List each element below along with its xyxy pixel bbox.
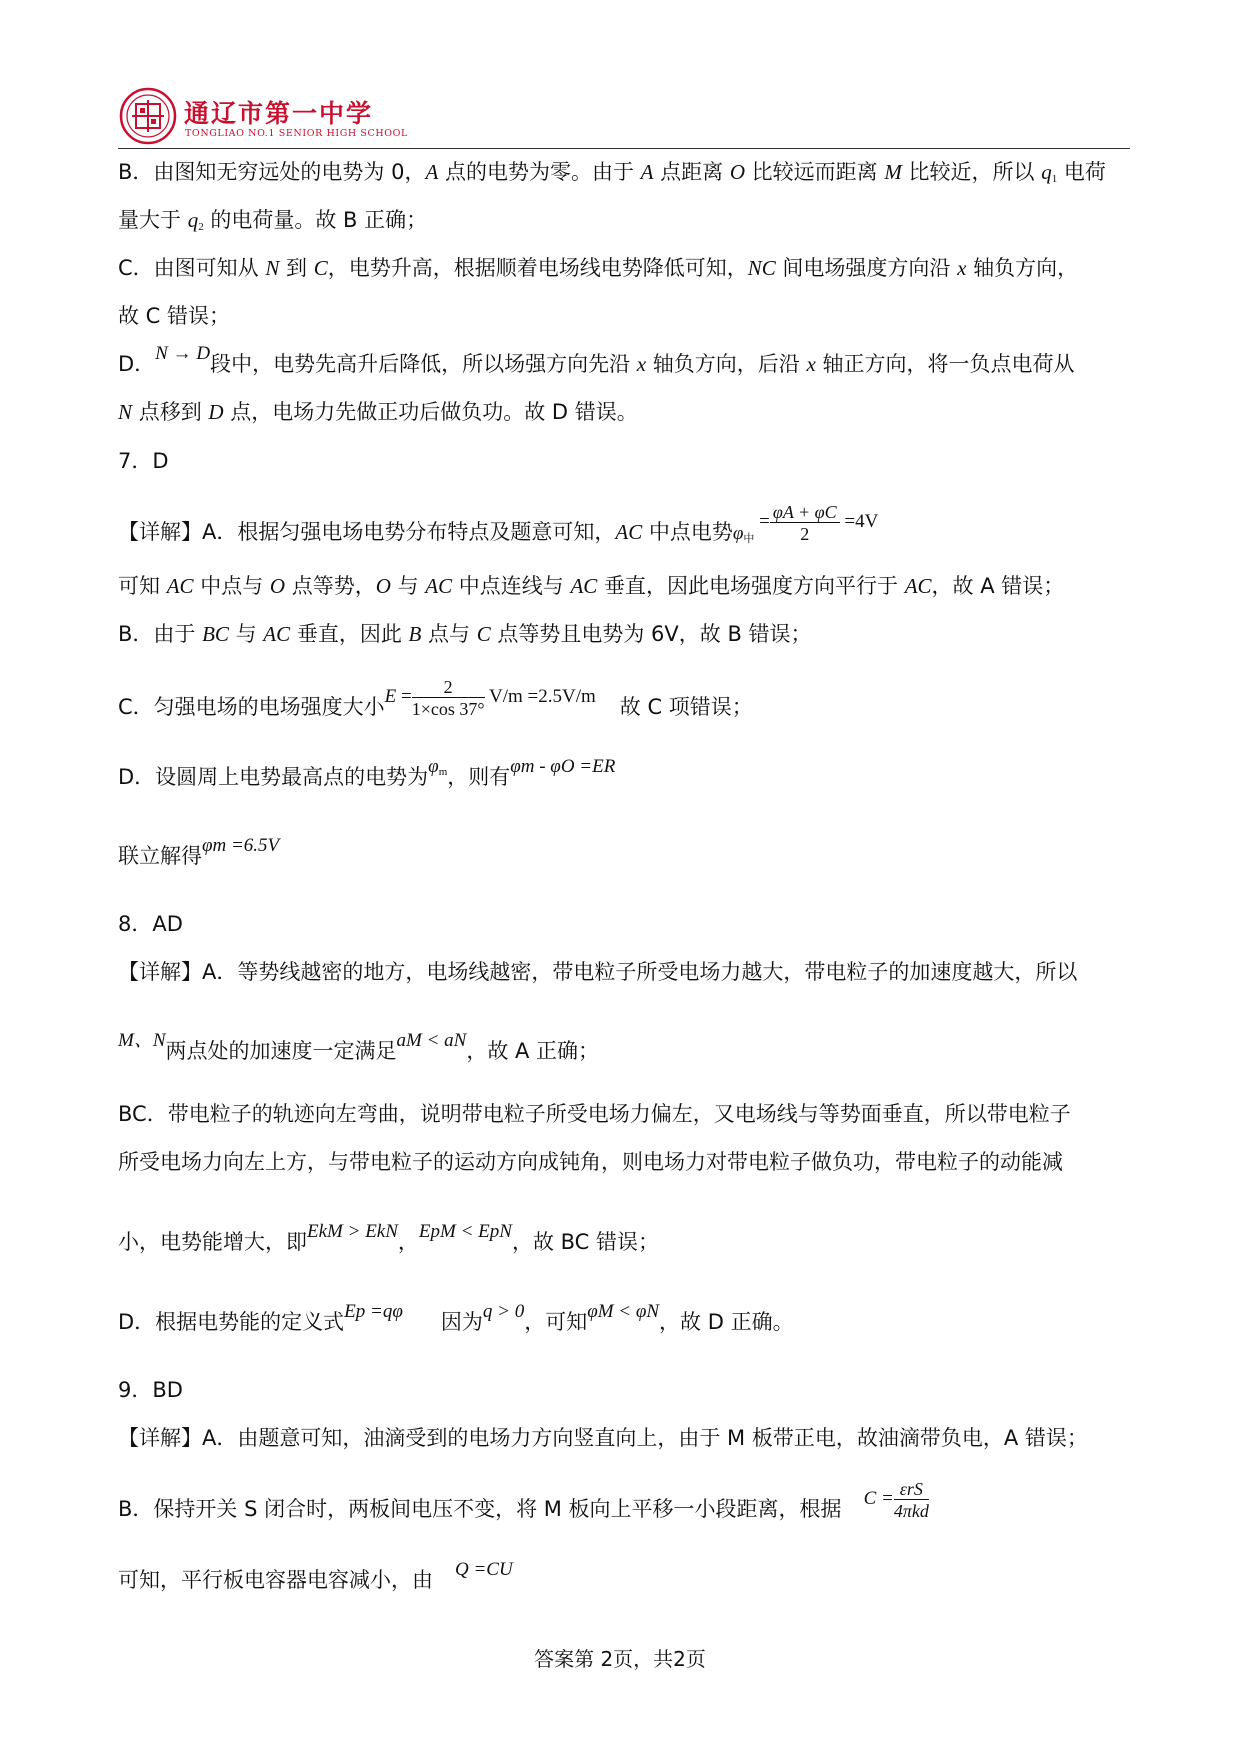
header-divider	[118, 148, 1130, 149]
text-line: C．匀强电场的电场强度大小E = $\frac{2}{1\times\cos 37^\circ}$ V/m =2.5V/m 故 C 项错误；	[118, 677, 753, 719]
math-expression: Ep =qφ	[344, 1301, 403, 1322]
question-answer-9: 9．BD	[118, 1378, 183, 1402]
school-logo-icon	[118, 86, 178, 146]
text-line: 联立解得φm =6.5V	[118, 835, 280, 868]
text-line: 【详解】A．根据匀强电场电势分布特点及题意可知，AC 中点电势$\varphi_中$ = $\frac{\varphi A + \varphi C}{2}$ =4V	[118, 502, 879, 545]
text-line: D．N → D段中，电势先高升后降低，所以场强方向先沿 x 轴负方向，后沿 x 轴正方向，将一负点电荷从	[118, 343, 1075, 376]
math-expression: Q =CU	[455, 1559, 513, 1580]
text-line: C．由图可知从 N 到 C，电势升高，根据顺着电场线电势降低可知，NC 间电场强度方向沿 x 轴负方向，	[118, 256, 1079, 280]
math-expression: EkM > EkN	[307, 1221, 398, 1242]
text-line: 所受电场力向左上方，与带电粒子的运动方向成钝角，则电场力对带电粒子做负功，带电粒子的动能减	[118, 1150, 1063, 1174]
math-expression: aM < aN	[396, 1030, 467, 1051]
text-line: B．保持开关 S 闭合时，两板间电压不变，将 M 板向上平移一小段距离，根据 C = $\frac{\text{εrS}}{\text{4πkd}}$	[118, 1479, 929, 1521]
text-line: D．设圆周上电势最高点的电势为$\varphi_m$，则有φm - φO =ER	[118, 756, 616, 789]
text-line: B．由于 BC 与 AC 垂直，因此 B 点与 C 点等势且电势为 6V，故 B 错误；	[118, 622, 812, 646]
text-line: B．由图知无穷远处的电势为 0，A 点的电势为零。由于 A 点距离 O 比较远而距离 M 比较近，所以 $q_1$ 电荷	[118, 160, 1106, 185]
math-expression: φM < φN	[587, 1301, 660, 1322]
math-expression: q > 0	[482, 1301, 525, 1322]
fraction: $\frac{\varphi A + \varphi C}{2}$	[770, 503, 840, 543]
text-line: 可知 AC 中点与 O 点等势，O 与 AC 中点连线与 AC 垂直，因此电场强度方向平行于 AC，故 A 错误；	[118, 574, 1065, 598]
text-line: 【详解】A．等势线越密的地方，电场线越密，带电粒子所受电场力越大，带电粒子的加速度越大，所以	[118, 960, 1078, 984]
text-line: 小，电势能增大，即EkM > EkN，EpM < EpN，故 BC 错误；	[118, 1221, 660, 1254]
text-line: 可知，平行板电容器电容减小，由 Q =CU	[118, 1559, 513, 1592]
fraction: $\frac{\text{εrS}}{\text{4πkd}}$	[893, 1479, 929, 1521]
text-line: 量大于 $q_2$ 的电荷量。故 B 正确；	[118, 208, 428, 233]
math-expression: φm =6.5V	[202, 835, 280, 856]
fraction: $\frac{2}{1\times\cos 37^\circ}$	[411, 677, 485, 719]
school-name-cn: 通辽市第一中学	[184, 99, 374, 128]
math-expression: EpM < EpN	[418, 1221, 512, 1242]
text-line: M、N两点处的加速度一定满足aM < aN，故 A 正确；	[118, 1030, 600, 1063]
page-header	[118, 86, 1130, 150]
math-expression: N → D	[155, 343, 211, 364]
page-footer: 答案第 2页，共2页	[534, 1647, 706, 1671]
text-line: 【详解】A．由题意可知，油滴受到的电场力方向竖直向上，由于 M 板带正电，故油滴带负电，A 错误；	[118, 1426, 1088, 1450]
question-answer-7: 7．D	[118, 449, 169, 473]
text-line: 故 C 错误；	[118, 304, 231, 328]
question-answer-8: 8．AD	[118, 912, 183, 936]
text-line: BC．带电粒子的轨迹向左弯曲，说明带电粒子所受电场力偏左，又电场线与等势面垂直，所以带电粒子	[118, 1102, 1071, 1126]
text-line: D．根据电势能的定义式Ep =qφ 因为q > 0，可知φM < φN，故 D 正确。	[118, 1301, 794, 1334]
text-line: N 点移到 D 点，电场力先做正功后做负功。故 D 错误。	[118, 400, 638, 424]
school-name-en: TONGLIAO NO.1 SENIOR HIGH SCHOOL	[185, 128, 408, 139]
math-expression: φm - φO =ER	[510, 756, 616, 777]
